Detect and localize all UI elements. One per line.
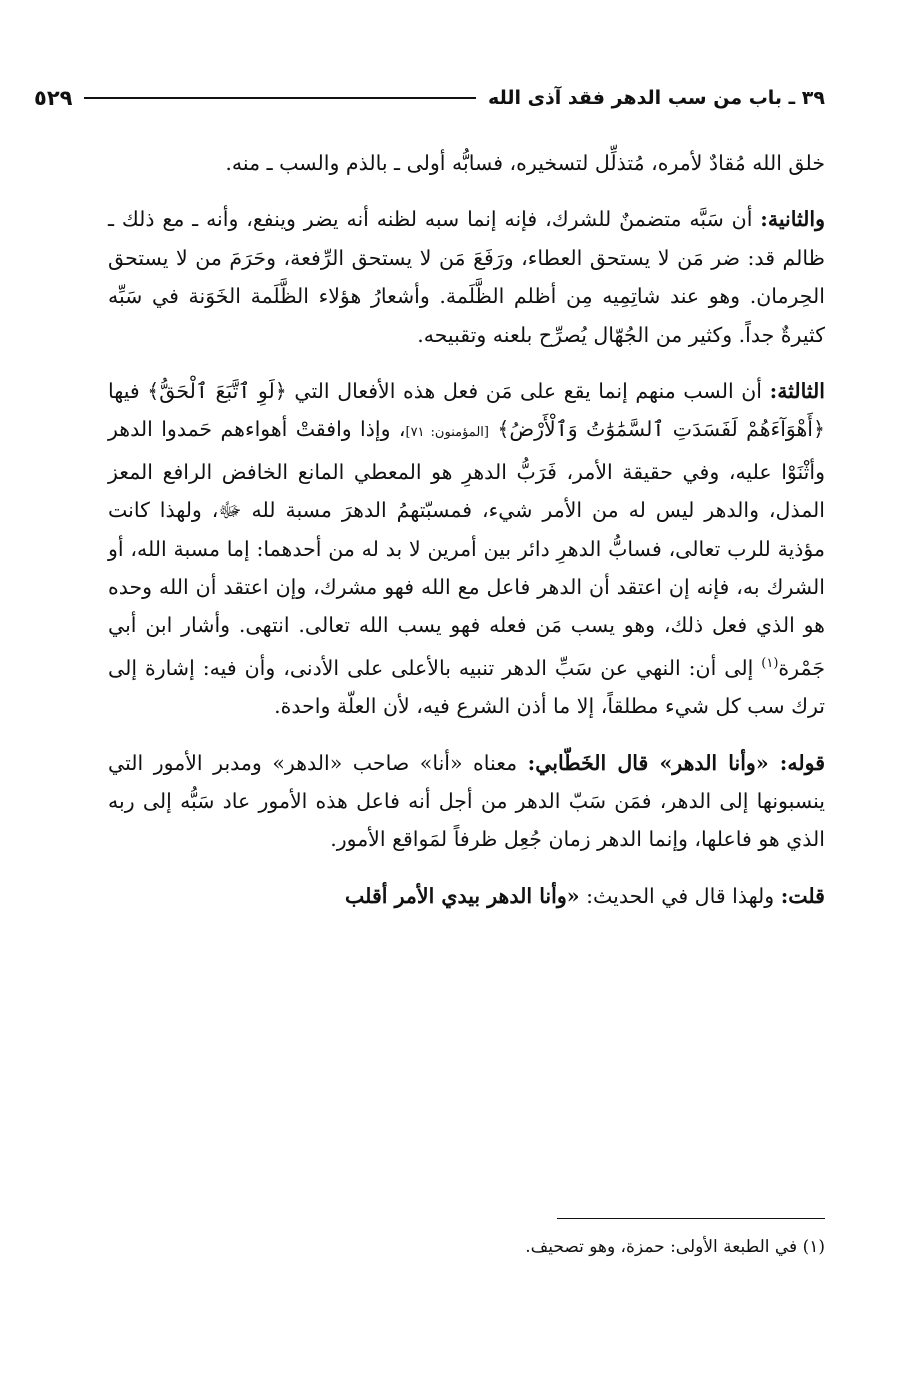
paragraph-text: ، وإذا وافقتْ أهواءهم حَمدوا الدهر وأثْنَوْا عليه، وفي حقيقة الأمر، فَرَبُّ الدهرِ هو المعطي المانع الخافض الرافع المعز المذل، والدهر ليس له من الأمر شيء، فمسبّتهمُ الدهرَ مسبة لله ﷻ، ولهذا كانت مؤذية للرب تعالى، فسابُّ الدهرِ دائر بين أمرين لا بد له من أحدهما: إما مسبة الله، أو الشرك به، فإنه إن اعتقد أن الدهر فاعل مع الله فهو مشرك، وإن اعتقد أن الله وحده هو الذي فعل ذلك، وهو يسب مَن فعله فهو يسب الله تعالى. انتهى. وأشار ابن أبي جَمْرة — [108, 417, 825, 680]
paragraph-lead: قلت: — [780, 883, 825, 908]
page-number: ٥٢٩ — [34, 86, 73, 110]
paragraph-text: أن السب منهم إنما يقع على مَن فعل هذه الأفعال التي ﴿لَوِ ٱتَّبَعَ ٱلْحَقُّ﴾ فيها ﴿أَهْوَآءَهُمْ لَفَسَدَتِ ٱلسَّمَٰوَٰتُ وَٱلْأَرْضُ﴾ — [108, 379, 825, 442]
chapter-title: ٣٩ ـ باب من سب الدهر فقد آذى الله — [488, 87, 825, 109]
paragraph-lead: قوله: «وأنا الدهر» قال الخَطّابي: — [527, 750, 826, 775]
paragraph-lead: والثانية: — [760, 207, 825, 232]
paragraph-continuation — [108, 144, 825, 182]
paragraph-text: إلى أن: النهي عن سَبِّ الدهر تنبيه بالأعلى على الأدنى، وأن فيه: إشارة إلى ترك سب كل شيء مطلقاً، إلا ما أذن الشرع فيه، لأن العلّة واحدة. — [108, 655, 825, 719]
footnote: (١) في الطبعة الأولى: حمزة، وهو تصحيف. — [525, 1237, 825, 1257]
header-rule — [84, 97, 476, 99]
verse-reference: [المؤمنون: ٧١] — [405, 425, 489, 441]
paragraph-third-reason — [108, 372, 825, 725]
paragraph-text: ولهذا قال في الحديث: — [579, 883, 781, 908]
footnote-separator — [557, 1218, 825, 1219]
paragraph-text: معناه «أنا» صاحب «الدهر» ومدبر الأمور التي ينسبونها إلى الدهر، فمَن سَبّ الدهر من أجل أنه فاعل هذه الأمور عاد سَبُّه إلى ربه الذي هو فاعلها، وإنما الدهر زمان جُعِل ظرفاً لمَواقع الأمور. — [108, 750, 825, 852]
running-header — [34, 80, 825, 116]
paragraph-text: خلق الله مُقادٌ لأمره، مُتذلِّل لتسخيره، فسابُّه أولى ـ بالذم والسب ـ منه. — [225, 151, 825, 175]
main-text — [108, 144, 825, 915]
paragraph-khattabi — [108, 744, 825, 859]
paragraph-lead: الثالثة: — [769, 379, 825, 404]
paragraph-text: أن سَبَّه متضمنٌ للشرك، فإنه إنما سبه لظنه أنه يضر وينفع، وأنه ـ مع ذلك ـ ظالم قد: ضر مَن لا يستحق العطاء، ورَفَعَ مَن لا يستحق الرِّفعة، وحَرَمَ من لا يستحق الحِرمان. وهو عند شاتِمِيه مِن أظلم الظَّلَمة. وأشعارُ هؤلاء الظَّلَمة الخَوَنة في سَبِّه كثيرةٌ جداً. وكثير من الجُهّال يُصرِّح بلعنه وتقبيحه. — [108, 207, 825, 347]
footnote-marker: (١) — [761, 655, 779, 671]
hadith-quote: «وأنا الدهر بيدي الأمر أقلب — [345, 883, 580, 908]
paragraph-second-reason — [108, 200, 825, 354]
paragraph-qultu — [108, 877, 825, 915]
